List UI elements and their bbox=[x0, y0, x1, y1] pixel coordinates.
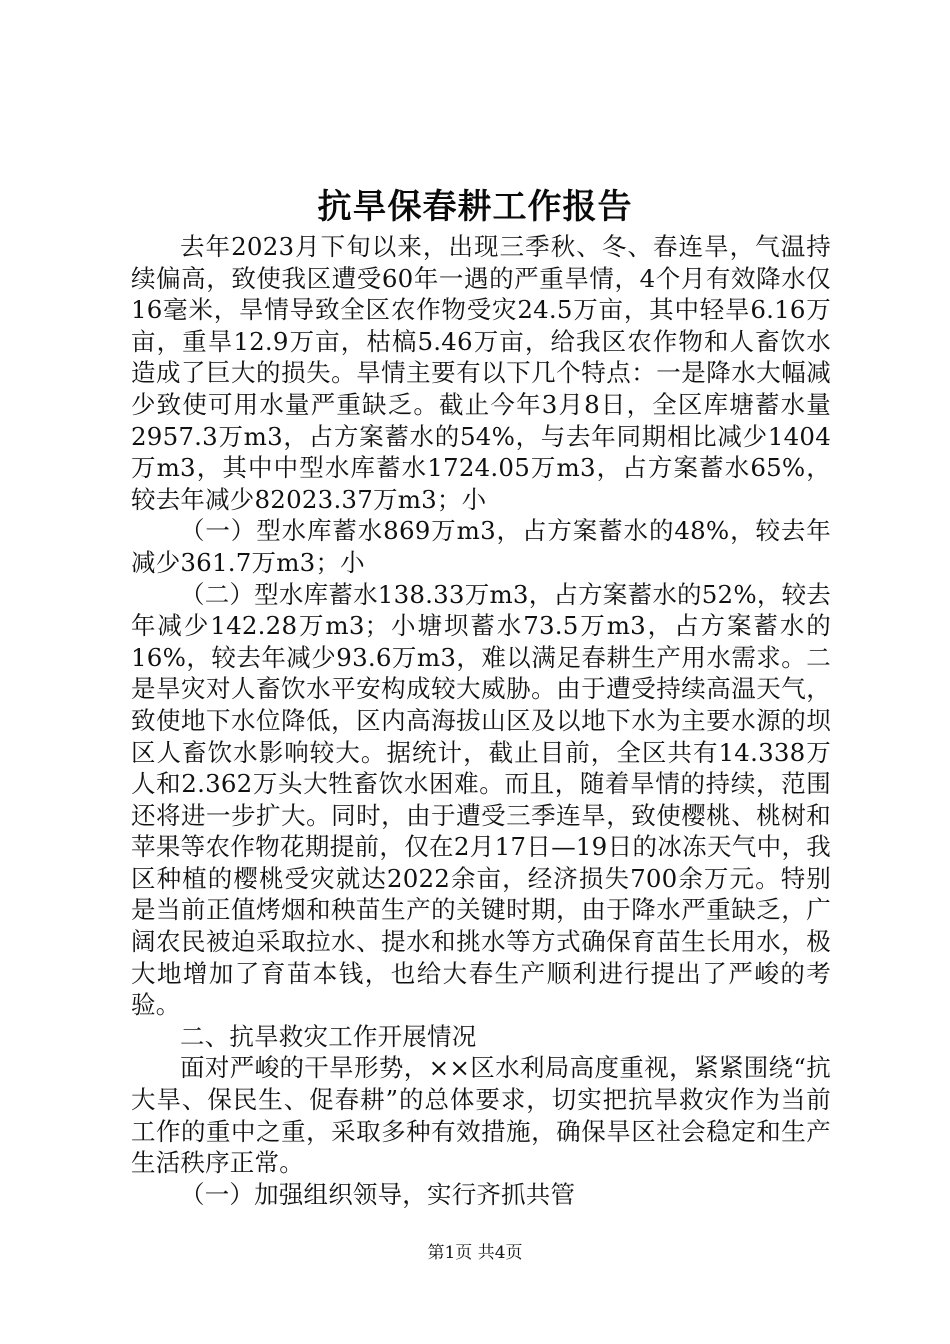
subsection-heading-1: （一）加强组织领导，实行齐抓共管 bbox=[180, 1179, 576, 1209]
page-footer: 第1页 共4页 bbox=[427, 1243, 523, 1263]
paragraph-small-reservoir-1: （一）型水库蓄水869万m3，占方案蓄水的48%，较去年减少361.7万m3；小 bbox=[131, 516, 831, 577]
paragraph-small-reservoir-2: （二）型水库蓄水138.33万m3，占方案蓄水的52%，较去年减少142.28万m3；小塘坝蓄水73.5万m3，占方案蓄水的16%，较去年减少93.6万m3，难以满足春耕生产用水需求。二是旱灾对人畜饮水平安构成较大威胁。由于遭受持续高温天气，致使地下水位降低，区内高海拔山区及以地下水为主要水源的坝区人畜饮水影响较大。据统计，截止目前，全区共有14.338万人和2.362万头大牲畜饮水困难。而且，随着旱情的持续，范围还将进一步扩大。同时，由于遭受三季连旱，致使樱桃、桃树和苹果等农作物花期提前，仅在2月17日—19日的冰冻天气中，我区种植的樱桃受灾就达2022余亩，经济损失700余万元。特别是当前正值烤烟和秧苗生产的关键时期，由于降水严重缺乏，广阔农民被迫采取拉水、提水和挑水等方式确保育苗生长用水，极大地增加了育苗本钱，也给大春生产顺利进行提出了严峻的考验。 bbox=[131, 579, 831, 1020]
section-heading-2: 二、抗旱救灾工作开展情况 bbox=[180, 1021, 477, 1051]
document-body bbox=[131, 231, 831, 1210]
document-title: 抗旱保春耕工作报告 bbox=[317, 187, 633, 227]
paragraph-intro: 去年2023月下旬以来，出现三季秋、冬、春连旱，气温持续偏高，致使我区遭受60年一遇的严重旱情，4个月有效降水仅16毫米，旱情导致全区农作物受灾24.5万亩，其中轻旱6.16万亩，重旱12.9万亩，枯槁5.46万亩，给我区农作物和人畜饮水造成了巨大的损失。旱情主要有以下几个特点：一是降水大幅减少致使可用水量严重缺乏。截止今年3月8日，全区库塘蓄水量2957.3万m3，占方案蓄水的54%，与去年同期相比减少1404万m3，其中中型水库蓄水1724.05万m3，占方案蓄水65%，较去年减少82023.37万m3；小 bbox=[131, 232, 831, 514]
paragraph-response: 面对严峻的干旱形势，××区水利局高度重视，紧紧围绕“抗大旱、保民生、促春耕”的总体要求，切实把抗旱救灾作为当前工作的重中之重，采取多种有效措施，确保旱区社会稳定和生产生活秩序正常。 bbox=[131, 1053, 831, 1178]
